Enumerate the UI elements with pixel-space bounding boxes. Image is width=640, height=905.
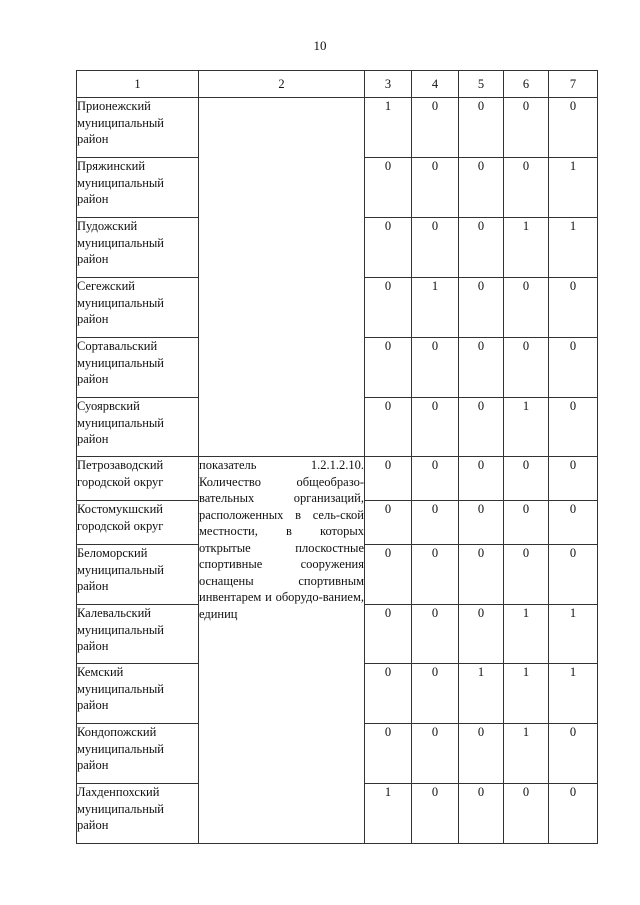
- value-cell: 0: [549, 398, 598, 457]
- value-cell: 1: [549, 218, 598, 278]
- value-cell: 0: [459, 278, 504, 338]
- region-name: Пудожский муниципальный район: [77, 218, 199, 278]
- region-name: Беломорский муниципальный район: [77, 545, 199, 605]
- region-name: Калевальский муниципальный район: [77, 605, 199, 664]
- value-cell: 0: [504, 278, 549, 338]
- value-cell: 0: [504, 98, 549, 158]
- value-cell: 0: [365, 605, 412, 664]
- header-cell-3: 3: [365, 71, 412, 98]
- value-cell: 1: [459, 664, 504, 724]
- region-name: Прионежский муниципальный район: [77, 98, 199, 158]
- value-cell: 0: [365, 338, 412, 398]
- value-cell: 0: [504, 545, 549, 605]
- value-cell: 0: [412, 664, 459, 724]
- indicator-cell-empty: [199, 98, 365, 457]
- value-cell: 0: [459, 605, 504, 664]
- value-cell: 0: [504, 457, 549, 501]
- header-cell-4: 4: [412, 71, 459, 98]
- region-name: Кондопожский муниципальный район: [77, 724, 199, 784]
- value-cell: 0: [459, 501, 504, 545]
- value-cell: 0: [504, 784, 549, 844]
- value-cell: 1: [504, 398, 549, 457]
- value-cell: 0: [549, 724, 598, 784]
- value-cell: 1: [504, 605, 549, 664]
- value-cell: 0: [412, 501, 459, 545]
- value-cell: 0: [459, 457, 504, 501]
- value-cell: 0: [365, 158, 412, 218]
- value-cell: 0: [549, 457, 598, 501]
- data-table: [76, 70, 598, 844]
- value-cell: 0: [459, 338, 504, 398]
- value-cell: 0: [365, 218, 412, 278]
- value-cell: 0: [365, 278, 412, 338]
- region-name: Кемский муниципальный район: [77, 664, 199, 724]
- header-cell-2: 2: [199, 71, 365, 98]
- value-cell: 0: [459, 545, 504, 605]
- value-cell: 0: [412, 457, 459, 501]
- value-cell: 0: [365, 724, 412, 784]
- region-name: Сегежский муниципальный район: [77, 278, 199, 338]
- value-cell: 0: [504, 158, 549, 218]
- page-number: 10: [313, 38, 327, 53]
- region-name: Суоярвский муниципальный район: [77, 398, 199, 457]
- value-cell: 0: [504, 338, 549, 398]
- value-cell: 0: [412, 398, 459, 457]
- value-cell: 0: [412, 605, 459, 664]
- value-cell: 0: [412, 158, 459, 218]
- value-cell: 0: [549, 545, 598, 605]
- value-cell: 1: [504, 218, 549, 278]
- value-cell: 0: [459, 398, 504, 457]
- header-cell-1: 1: [77, 71, 199, 98]
- value-cell: 0: [412, 784, 459, 844]
- value-cell: 0: [365, 398, 412, 457]
- region-name: Пряжинский муниципальный район: [77, 158, 199, 218]
- value-cell: 0: [365, 664, 412, 724]
- value-cell: 0: [365, 501, 412, 545]
- value-cell: 0: [549, 501, 598, 545]
- value-cell: 0: [549, 278, 598, 338]
- value-cell: 0: [504, 501, 549, 545]
- value-cell: 1: [549, 605, 598, 664]
- value-cell: 0: [412, 338, 459, 398]
- value-cell: 0: [412, 724, 459, 784]
- value-cell: 0: [549, 784, 598, 844]
- header-cell-7: 7: [549, 71, 598, 98]
- value-cell: 0: [459, 218, 504, 278]
- value-cell: 1: [365, 784, 412, 844]
- value-cell: 0: [459, 158, 504, 218]
- region-name: Сортавальский муниципальный район: [77, 338, 199, 398]
- value-cell: 1: [504, 724, 549, 784]
- value-cell: 1: [504, 664, 549, 724]
- indicator-text: показатель 1.2.1.2.10. Количество общеобразо-вательных организаций, расположенных в сель-ской местности, в которых открытые плоскостные спортивные сооружения оснащены спортивным инвентарем и оборудо-ванием, единиц: [199, 458, 364, 621]
- value-cell: 0: [365, 457, 412, 501]
- table-row: [77, 98, 598, 158]
- header-cell-5: 5: [459, 71, 504, 98]
- value-cell: 0: [459, 724, 504, 784]
- indicator-description: [199, 457, 365, 844]
- value-cell: 0: [549, 338, 598, 398]
- header-row: [77, 71, 598, 98]
- value-cell: 1: [549, 664, 598, 724]
- value-cell: 0: [365, 545, 412, 605]
- value-cell: 0: [549, 98, 598, 158]
- region-name: Лахденпохский муниципальный район: [77, 784, 199, 844]
- value-cell: 0: [412, 98, 459, 158]
- value-cell: 0: [459, 784, 504, 844]
- value-cell: 1: [412, 278, 459, 338]
- value-cell: 0: [459, 98, 504, 158]
- value-cell: 0: [412, 545, 459, 605]
- region-name: Костомукшский городской округ: [77, 501, 199, 545]
- region-name: Петрозаводский городской округ: [77, 457, 199, 501]
- value-cell: 0: [412, 218, 459, 278]
- value-cell: 1: [365, 98, 412, 158]
- value-cell: 1: [549, 158, 598, 218]
- table-row: [77, 457, 598, 501]
- header-cell-6: 6: [504, 71, 549, 98]
